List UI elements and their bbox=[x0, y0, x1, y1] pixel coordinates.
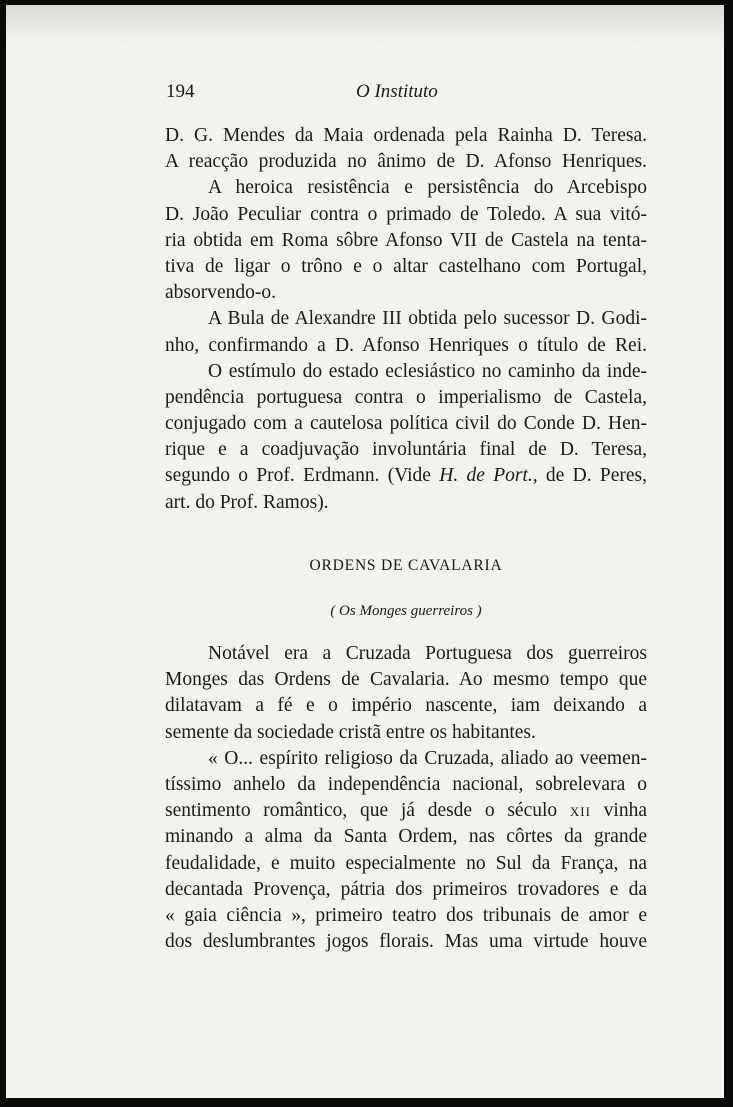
citation-after: de D. Peres, bbox=[537, 465, 648, 487]
section-subtitle: ( Os Monges guerreiros ) bbox=[330, 603, 482, 619]
text-line: A heroica resistência e persistência do Arcebispo bbox=[208, 177, 647, 199]
century-before: sentimento romântico, que já desde o século bbox=[165, 800, 570, 822]
text-line: « gaia ciência », primeiro teatro dos tribunais de amor e bbox=[165, 904, 647, 926]
text-line: O estímulo do estado eclesiástico no caminho da inde- bbox=[208, 360, 647, 382]
citation-title: H. de Port., bbox=[439, 465, 538, 487]
text-line: Monges das Ordens de Cavalaria. Ao mesmo tempo que bbox=[165, 669, 647, 691]
text-line: tíssimo anhelo da independência nacional, sobrelevara o bbox=[165, 773, 647, 795]
century-after: vinha bbox=[590, 800, 648, 822]
text-line: absorvendo-o. bbox=[165, 282, 277, 304]
text-line: « O... espírito religioso da Cruzada, aliado ao veemen- bbox=[208, 747, 647, 769]
text-line: D. João Peculiar contra o primado de Toledo. A sua vitó- bbox=[165, 203, 647, 225]
text-line: minando a alma da Santa Ordem, nas côrtes da grande bbox=[165, 826, 647, 848]
text-line: rique e a coadjuvação involuntária final de D. Teresa, bbox=[165, 439, 647, 461]
text-line: dos deslumbrantes jogos florais. Mas uma virtude houve bbox=[165, 931, 647, 953]
page-edge-shadow bbox=[6, 5, 724, 45]
text-line-with-citation bbox=[165, 463, 647, 489]
text-line: A reacção produzida no ânimo de D. Afonso Henriques. bbox=[165, 151, 647, 173]
text-line: feudalidade, e muito especialmente no Sul da França, na bbox=[165, 852, 647, 874]
running-title: O Instituto bbox=[356, 81, 438, 102]
citation-before: segundo o Prof. Erdmann. (Vide bbox=[165, 465, 440, 487]
body-text-block-1 bbox=[165, 123, 647, 516]
text-line: A Bula de Alexandre III obtida pelo sucessor D. Godi- bbox=[208, 308, 647, 330]
text-line: tiva de ligar o trôno e o altar castelhano com Portugal, bbox=[165, 255, 647, 277]
text-line: art. do Prof. Ramos). bbox=[165, 491, 329, 513]
body-text-block-2 bbox=[165, 641, 647, 955]
text-line: D. G. Mendes da Maia ordenada pela Rainha D. Teresa. bbox=[165, 125, 647, 146]
text-line: nho, confirmando a D. Afonso Henriques o título de Rei. bbox=[165, 334, 647, 356]
text-line: dilatavam a fé e o império nascente, iam deixando a bbox=[165, 695, 647, 717]
text-line: semente da sociedade cristã entre os habitantes. bbox=[165, 721, 536, 743]
page-header bbox=[166, 81, 646, 105]
text-line-with-century bbox=[165, 798, 647, 824]
book-page bbox=[6, 5, 724, 1098]
section-heading: ORDENS DE CAVALARIA bbox=[309, 557, 503, 574]
text-line: Notável era a Cruzada Portuguesa dos guerreiros bbox=[208, 643, 647, 664]
text-line: decantada Provença, pátria dos primeiros trovadores e da bbox=[165, 878, 647, 900]
page-number: 194 bbox=[166, 81, 195, 102]
century-numeral: XII bbox=[569, 804, 591, 820]
text-line: conjugado com a cautelosa política civil do Conde D. Hen- bbox=[165, 413, 647, 435]
text-line: pendência portuguesa contra o imperialismo de Castela, bbox=[165, 386, 647, 408]
text-line: ria obtida em Roma sôbre Afonso VII de Castela na tenta- bbox=[165, 229, 647, 251]
